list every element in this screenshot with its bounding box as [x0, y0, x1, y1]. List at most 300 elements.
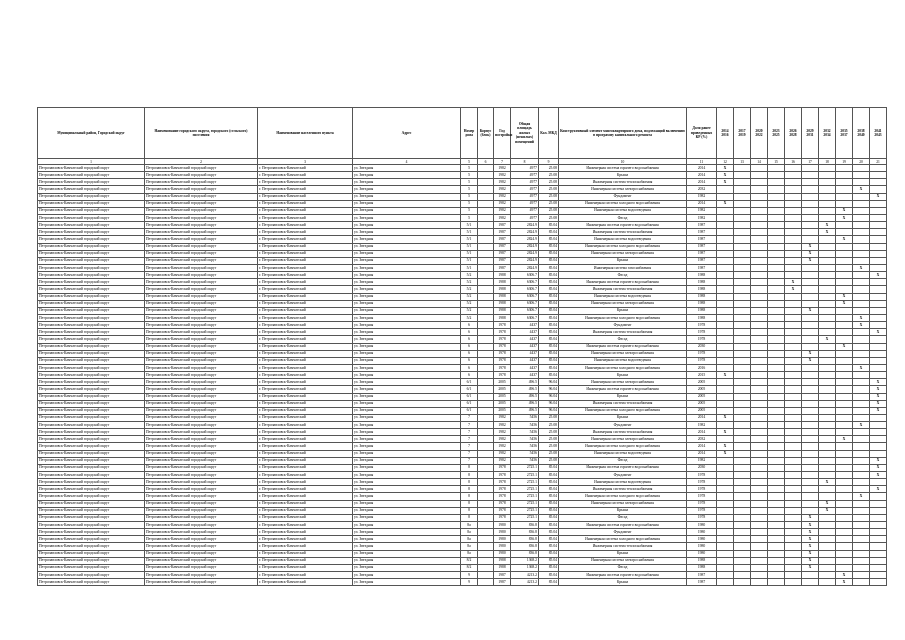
- cell-period-mark: [717, 379, 734, 386]
- cell-period-mark: [734, 472, 751, 479]
- cell-period-mark: [785, 243, 802, 250]
- cell-period-mark: X: [819, 229, 836, 236]
- cell-period-mark: [768, 336, 785, 343]
- cell-period-mark: [785, 536, 802, 543]
- cell-corpus: [478, 550, 494, 557]
- cell-count: 85.04: [539, 464, 559, 471]
- cell-period-mark: [870, 500, 887, 507]
- cell-element: Инженерная система горячего водоснабжения: [559, 572, 687, 579]
- cell-area: 2725.1: [511, 472, 539, 479]
- cell-period-mark: [870, 529, 887, 536]
- cell-period-mark: [785, 329, 802, 336]
- cell-period-mark: [802, 579, 819, 586]
- cell-share: 2014: [687, 179, 717, 186]
- cell-period-mark: [717, 357, 734, 364]
- cell-corpus: [478, 207, 494, 214]
- cell-settlement: Петропавловск-Камчатский городской округ: [145, 400, 258, 407]
- cell-locality: г. Петропавловск-Камчатский: [258, 379, 353, 386]
- cell-period-mark: [734, 214, 751, 221]
- cell-period-mark: [717, 572, 734, 579]
- cell-period-mark: [785, 307, 802, 314]
- header-period: 2020 2022: [751, 108, 768, 159]
- cell-period-mark: [785, 479, 802, 486]
- cell-area: 6306.7: [511, 307, 539, 314]
- cell-period-mark: [802, 286, 819, 293]
- cell-period-mark: [751, 400, 768, 407]
- cell-period-mark: [836, 179, 853, 186]
- cell-period-mark: [853, 522, 870, 529]
- cell-house: 6/1: [461, 407, 478, 414]
- cell-period-mark: [802, 264, 819, 271]
- cell-period-mark: [785, 572, 802, 579]
- cell-house: 5/1: [461, 257, 478, 264]
- cell-area: 2725.1: [511, 493, 539, 500]
- header-house: Номер дома: [461, 108, 478, 159]
- cell-corpus: [478, 307, 494, 314]
- cell-count: 25.08: [539, 422, 559, 429]
- cell-house: 8а: [461, 536, 478, 543]
- cell-house: 7: [461, 457, 478, 464]
- cell-period-mark: [785, 472, 802, 479]
- table-row: [38, 165, 887, 172]
- cell-locality: г. Петропавловск-Камчатский: [258, 464, 353, 471]
- cell-year: 1980: [494, 550, 511, 557]
- cell-period-mark: [836, 422, 853, 429]
- cell-house: 8а: [461, 550, 478, 557]
- header-address: Адрес: [353, 108, 461, 159]
- cell-period-mark: [734, 293, 751, 300]
- cell-period-mark: [785, 514, 802, 521]
- cell-municipality: Петропавловск-Камчатский городской округ: [38, 264, 145, 271]
- cell-period-mark: [853, 500, 870, 507]
- cell-address: ул. Звездная: [353, 300, 461, 307]
- cell-settlement: Петропавловск-Камчатский городской округ: [145, 236, 258, 243]
- cell-period-mark: [802, 314, 819, 321]
- cell-period-mark: [870, 307, 887, 314]
- cell-period-mark: [870, 200, 887, 207]
- header-period: 2026 2028: [785, 108, 802, 159]
- cell-period-mark: [785, 379, 802, 386]
- cell-year: 1978: [494, 486, 511, 493]
- cell-period-mark: [836, 550, 853, 557]
- cell-corpus: [478, 464, 494, 471]
- cell-period-mark: [785, 272, 802, 279]
- cell-period-mark: [819, 186, 836, 193]
- cell-area: 4437: [511, 372, 539, 379]
- cell-period-mark: [819, 414, 836, 421]
- cell-settlement: Петропавловск-Камчатский городской округ: [145, 179, 258, 186]
- cell-share: 1987: [687, 243, 717, 250]
- cell-period-mark: [751, 329, 768, 336]
- cell-locality: г. Петропавловск-Камчатский: [258, 407, 353, 414]
- cell-area: 4213.2: [511, 572, 539, 579]
- cell-period-mark: [802, 364, 819, 371]
- cell-house: 8/2: [461, 564, 478, 571]
- cell-period-mark: [768, 307, 785, 314]
- cell-year: 2005: [494, 386, 511, 393]
- cell-period-mark: [836, 172, 853, 179]
- cell-period-mark: [751, 422, 768, 429]
- cell-count: 25.08: [539, 429, 559, 436]
- table-row: [38, 414, 887, 421]
- cell-year: 1982: [494, 422, 511, 429]
- cell-element: Инженерная система теплоснабжения: [559, 543, 687, 550]
- cell-settlement: Петропавловск-Камчатский городской округ: [145, 472, 258, 479]
- cell-period-mark: [819, 250, 836, 257]
- cell-period-mark: [768, 536, 785, 543]
- cell-period-mark: [802, 472, 819, 479]
- cell-settlement: Петропавловск-Камчатский городской округ: [145, 307, 258, 314]
- cell-period-mark: [802, 300, 819, 307]
- cell-period-mark: [751, 314, 768, 321]
- cell-corpus: [478, 357, 494, 364]
- cell-address: ул. Звездная: [353, 500, 461, 507]
- cell-house: 5/2: [461, 307, 478, 314]
- cell-address: ул. Звездная: [353, 557, 461, 564]
- cell-count: 96.04: [539, 386, 559, 393]
- cell-house: 8: [461, 507, 478, 514]
- cell-period-mark: [768, 429, 785, 436]
- cell-period-mark: [785, 372, 802, 379]
- cell-period-mark: [802, 464, 819, 471]
- cell-period-mark: [836, 222, 853, 229]
- cell-municipality: Петропавловск-Камчатский городской округ: [38, 329, 145, 336]
- cell-element: Инженерная система теплоснабжения: [559, 229, 687, 236]
- cell-year: 1988: [494, 314, 511, 321]
- cell-house: 8: [461, 472, 478, 479]
- cell-municipality: Петропавловск-Камчатский городской округ: [38, 193, 145, 200]
- cell-period-mark: [717, 350, 734, 357]
- cell-period-mark: [836, 529, 853, 536]
- cell-municipality: Петропавловск-Камчатский городской округ: [38, 172, 145, 179]
- cell-count: 85.04: [539, 343, 559, 350]
- cell-period-mark: [768, 207, 785, 214]
- cell-period-mark: [751, 257, 768, 264]
- cell-period-mark: [717, 322, 734, 329]
- cell-period-mark: [870, 172, 887, 179]
- cell-house: 5/2: [461, 314, 478, 321]
- cell-period-mark: [734, 257, 751, 264]
- cell-settlement: Петропавловск-Камчатский городской округ: [145, 257, 258, 264]
- cell-period-mark: [734, 450, 751, 457]
- header-row: [38, 108, 887, 159]
- header-year: Год постройки: [494, 108, 511, 159]
- cell-house: 6/1: [461, 400, 478, 407]
- cell-year: 1988: [494, 557, 511, 564]
- cell-locality: г. Петропавловск-Камчатский: [258, 564, 353, 571]
- cell-period-mark: [717, 364, 734, 371]
- cell-count: 25.08: [539, 214, 559, 221]
- cell-period-mark: [870, 336, 887, 343]
- cell-address: ул. Звездная: [353, 329, 461, 336]
- cell-house: 8: [461, 500, 478, 507]
- cell-settlement: Петропавловск-Камчатский городской округ: [145, 243, 258, 250]
- table-row: [38, 229, 887, 236]
- cell-period-mark: [785, 300, 802, 307]
- cell-period-mark: [853, 407, 870, 414]
- cell-element: Инженерная система теплоснабжения: [559, 486, 687, 493]
- cell-count: 85.04: [539, 486, 559, 493]
- cell-period-mark: X: [853, 314, 870, 321]
- cell-element: Инженерная система теплоснабжения: [559, 429, 687, 436]
- cell-municipality: Петропавловск-Камчатский городской округ: [38, 257, 145, 264]
- cell-period-mark: X: [802, 307, 819, 314]
- cell-locality: г. Петропавловск-Камчатский: [258, 572, 353, 579]
- table-row: [38, 293, 887, 300]
- cell-period-mark: [836, 307, 853, 314]
- cell-corpus: [478, 193, 494, 200]
- cell-corpus: [478, 536, 494, 543]
- cell-year: 1982: [494, 450, 511, 457]
- cell-period-mark: X: [870, 472, 887, 479]
- cell-period-mark: [853, 350, 870, 357]
- cell-period-mark: X: [870, 400, 887, 407]
- cell-period-mark: [785, 450, 802, 457]
- cell-count: 85.04: [539, 514, 559, 521]
- cell-period-mark: [751, 386, 768, 393]
- cell-municipality: Петропавловск-Камчатский городской округ: [38, 307, 145, 314]
- cell-element: Фасад: [559, 214, 687, 221]
- cell-period-mark: [717, 314, 734, 321]
- cell-period-mark: X: [802, 543, 819, 550]
- cell-area: 4213.2: [511, 579, 539, 586]
- cell-area: 4437: [511, 322, 539, 329]
- cell-period-mark: [853, 165, 870, 172]
- cell-element: Инженерная система электроснабжения: [559, 557, 687, 564]
- cell-year: 2005: [494, 379, 511, 386]
- cell-period-mark: [836, 386, 853, 393]
- cell-period-mark: [802, 179, 819, 186]
- cell-share: 1978: [687, 350, 717, 357]
- cell-house: 5/2: [461, 279, 478, 286]
- cell-period-mark: [751, 179, 768, 186]
- cell-period-mark: [870, 322, 887, 329]
- cell-house: 8/2: [461, 557, 478, 564]
- cell-period-mark: [717, 250, 734, 257]
- cell-element: Инженерная система электроснабжения: [559, 186, 687, 193]
- cell-period-mark: [751, 486, 768, 493]
- cell-house: 5/2: [461, 286, 478, 293]
- cell-period-mark: X: [819, 500, 836, 507]
- cell-period-mark: [819, 314, 836, 321]
- cell-count: 25.08: [539, 186, 559, 193]
- cell-municipality: Петропавловск-Камчатский городской округ: [38, 507, 145, 514]
- cell-address: ул. Звездная: [353, 514, 461, 521]
- cell-count: 85.04: [539, 357, 559, 364]
- cell-period-mark: [819, 343, 836, 350]
- header-period: 2023 2025: [768, 108, 785, 159]
- cell-locality: г. Петропавловск-Камчатский: [258, 314, 353, 321]
- cell-period-mark: [785, 400, 802, 407]
- cell-settlement: Петропавловск-Камчатский городской округ: [145, 436, 258, 443]
- cell-period-mark: X: [802, 536, 819, 543]
- cell-period-mark: [785, 236, 802, 243]
- cell-locality: г. Петропавловск-Камчатский: [258, 193, 353, 200]
- cell-share: 1987: [687, 264, 717, 271]
- cell-period-mark: [751, 572, 768, 579]
- cell-period-mark: [734, 400, 751, 407]
- cell-period-mark: [853, 336, 870, 343]
- cell-area: 6306.7: [511, 293, 539, 300]
- cell-house: 6: [461, 322, 478, 329]
- cell-locality: г. Петропавловск-Камчатский: [258, 550, 353, 557]
- cell-period-mark: [785, 386, 802, 393]
- column-number: 8: [511, 159, 539, 165]
- cell-period-mark: [836, 414, 853, 421]
- cell-period-mark: [853, 479, 870, 486]
- cell-municipality: Петропавловск-Камчатский городской округ: [38, 236, 145, 243]
- cell-address: ул. Звездная: [353, 236, 461, 243]
- table-row: [38, 314, 887, 321]
- cell-period-mark: [853, 386, 870, 393]
- cell-period-mark: [870, 507, 887, 514]
- cell-period-mark: [751, 379, 768, 386]
- cell-locality: г. Петропавловск-Камчатский: [258, 293, 353, 300]
- cell-house: 5/1: [461, 264, 478, 271]
- cell-year: 2005: [494, 400, 511, 407]
- cell-house: 5: [461, 186, 478, 193]
- cell-element: Фундамент: [559, 322, 687, 329]
- cell-locality: г. Петропавловск-Камчатский: [258, 179, 353, 186]
- cell-period-mark: [853, 414, 870, 421]
- cell-period-mark: [819, 243, 836, 250]
- cell-house: 5/1: [461, 243, 478, 250]
- cell-corpus: [478, 243, 494, 250]
- cell-settlement: Петропавловск-Камчатский городской округ: [145, 293, 258, 300]
- cell-period-mark: [717, 286, 734, 293]
- cell-corpus: [478, 279, 494, 286]
- cell-period-mark: [734, 279, 751, 286]
- cell-period-mark: [717, 436, 734, 443]
- cell-period-mark: [734, 464, 751, 471]
- cell-municipality: Петропавловск-Камчатский городской округ: [38, 222, 145, 229]
- cell-element: Инженерная система горячего водоснабжения: [559, 386, 687, 393]
- cell-locality: г. Петропавловск-Камчатский: [258, 450, 353, 457]
- cell-settlement: Петропавловск-Камчатский городской округ: [145, 286, 258, 293]
- cell-settlement: Петропавловск-Камчатский городской округ: [145, 407, 258, 414]
- cell-share: 1988: [687, 307, 717, 314]
- cell-period-mark: [734, 179, 751, 186]
- cell-share: 1982: [687, 207, 717, 214]
- cell-corpus: [478, 200, 494, 207]
- cell-period-mark: X: [819, 479, 836, 486]
- cell-locality: г. Петропавловск-Камчатский: [258, 307, 353, 314]
- cell-period-mark: [785, 179, 802, 186]
- cell-count: 25.08: [539, 414, 559, 421]
- cell-period-mark: X: [802, 257, 819, 264]
- cell-period-mark: [836, 379, 853, 386]
- cell-period-mark: X: [785, 279, 802, 286]
- table-row: [38, 550, 887, 557]
- cell-corpus: [478, 493, 494, 500]
- cell-period-mark: [751, 579, 768, 586]
- cell-locality: г. Петропавловск-Камчатский: [258, 172, 353, 179]
- cell-element: Инженерная система электроснабжения: [559, 436, 687, 443]
- capital-repair-table: [37, 107, 887, 586]
- cell-municipality: Петропавловск-Камчатский городской округ: [38, 186, 145, 193]
- cell-period-mark: [734, 364, 751, 371]
- cell-year: 1978: [494, 343, 511, 350]
- cell-period-mark: X: [802, 522, 819, 529]
- cell-settlement: Петропавловск-Камчатский городской округ: [145, 450, 258, 457]
- cell-period-mark: X: [836, 214, 853, 221]
- table-row: [38, 507, 887, 514]
- cell-year: 1987: [494, 572, 511, 579]
- cell-house: 9: [461, 579, 478, 586]
- cell-municipality: Петропавловск-Камчатский городской округ: [38, 229, 145, 236]
- cell-year: 1982: [494, 414, 511, 421]
- cell-period-mark: [819, 372, 836, 379]
- cell-element: Инженерная система теплоснабжения: [559, 179, 687, 186]
- cell-period-mark: [768, 357, 785, 364]
- column-number: 15: [768, 159, 785, 165]
- cell-municipality: Петропавловск-Камчатский городской округ: [38, 450, 145, 457]
- cell-period-mark: X: [853, 422, 870, 429]
- cell-municipality: Петропавловск-Камчатский городской округ: [38, 564, 145, 571]
- cell-period-mark: [751, 457, 768, 464]
- cell-corpus: [478, 407, 494, 414]
- cell-year: 1978: [494, 364, 511, 371]
- cell-period-mark: [819, 272, 836, 279]
- cell-period-mark: [836, 257, 853, 264]
- cell-year: 1982: [494, 214, 511, 221]
- cell-period-mark: X: [836, 572, 853, 579]
- column-number: 13: [734, 159, 751, 165]
- cell-period-mark: [717, 557, 734, 564]
- cell-count: 85.04: [539, 272, 559, 279]
- cell-period-mark: X: [853, 364, 870, 371]
- cell-period-mark: [717, 493, 734, 500]
- cell-count: 85.04: [539, 336, 559, 343]
- cell-period-mark: [768, 222, 785, 229]
- cell-period-mark: [819, 279, 836, 286]
- cell-area: 4977: [511, 179, 539, 186]
- cell-municipality: Петропавловск-Камчатский городской округ: [38, 350, 145, 357]
- cell-share: 1978: [687, 472, 717, 479]
- cell-municipality: Петропавловск-Камчатский городской округ: [38, 286, 145, 293]
- cell-year: 1980: [494, 522, 511, 529]
- table-row: [38, 436, 887, 443]
- cell-area: 836.8: [511, 536, 539, 543]
- cell-period-mark: [717, 564, 734, 571]
- cell-area: 836.8: [511, 550, 539, 557]
- cell-house: 7: [461, 443, 478, 450]
- cell-period-mark: [734, 322, 751, 329]
- cell-house: 6: [461, 350, 478, 357]
- cell-period-mark: [853, 236, 870, 243]
- cell-period-mark: [768, 243, 785, 250]
- cell-period-mark: [785, 207, 802, 214]
- cell-period-mark: [819, 557, 836, 564]
- cell-address: ул. Звездная: [353, 486, 461, 493]
- cell-period-mark: [734, 372, 751, 379]
- cell-period-mark: [768, 422, 785, 429]
- cell-period-mark: [785, 457, 802, 464]
- cell-count: 25.08: [539, 443, 559, 450]
- cell-locality: г. Петропавловск-Камчатский: [258, 343, 353, 350]
- cell-settlement: Петропавловск-Камчатский городской округ: [145, 507, 258, 514]
- cell-settlement: Петропавловск-Камчатский городской округ: [145, 572, 258, 579]
- cell-period-mark: [819, 286, 836, 293]
- column-number: 16: [785, 159, 802, 165]
- cell-period-mark: [836, 322, 853, 329]
- cell-share: 1988: [687, 293, 717, 300]
- cell-corpus: [478, 329, 494, 336]
- cell-year: 1982: [494, 172, 511, 179]
- column-number: 9: [539, 159, 559, 165]
- cell-count: 85.04: [539, 493, 559, 500]
- cell-period-mark: [785, 336, 802, 343]
